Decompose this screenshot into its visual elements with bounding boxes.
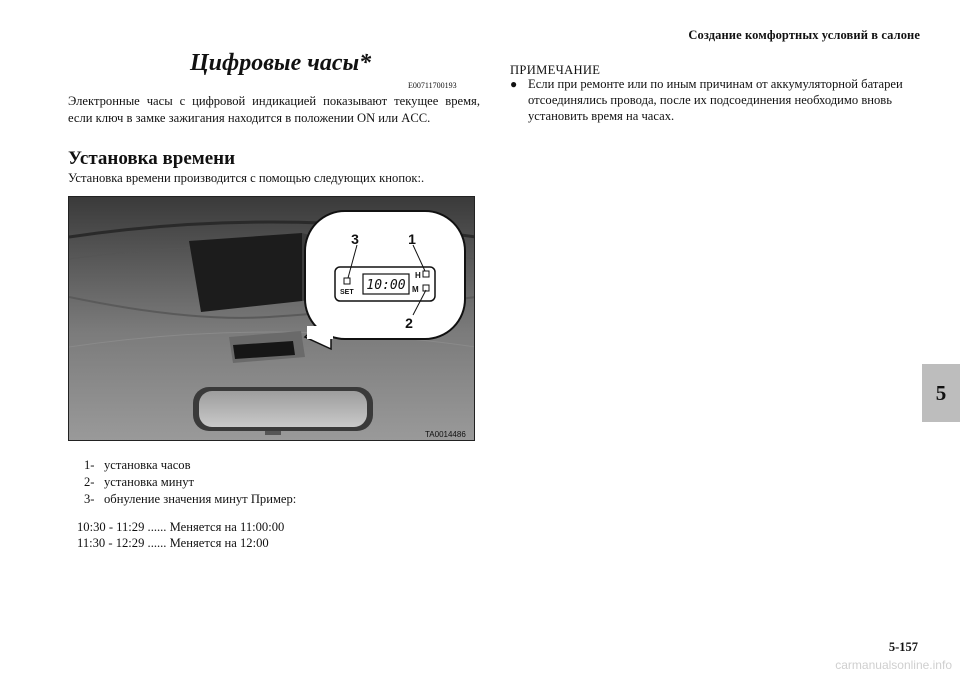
- callout-2: 2: [405, 315, 413, 331]
- set-label: SET: [340, 289, 354, 296]
- subsection-title: Установка времени: [68, 148, 236, 169]
- legend-number: 2-: [84, 475, 95, 489]
- note-text: Если при ремонте или по иным причинам от аккумуляторной батареи отсоединялись провода, после их подсоединения необходимо вновь установить время на часах.: [528, 77, 903, 123]
- chapter-tab: 5: [922, 364, 960, 422]
- running-header: Создание комфортных условий в салоне: [688, 28, 920, 42]
- legend-item: [84, 457, 296, 474]
- bullet-icon: ●: [510, 77, 518, 91]
- legend-item: [84, 474, 296, 491]
- subsection-intro: Установка времени производится с помощью следующих кнопок:.: [68, 171, 425, 185]
- section-title: Цифровые часы*: [190, 50, 372, 76]
- clock-illustration: [68, 196, 475, 441]
- example-line: 10:30 - 11:29 ...... Меняется на 11:00:00: [77, 520, 285, 534]
- legend-item: [84, 491, 296, 508]
- m-label: M: [412, 285, 419, 294]
- legend-list: [84, 457, 296, 508]
- note-title: ПРИМЕЧАНИЕ: [510, 63, 601, 77]
- intro-paragraph: Электронные часы с цифровой индикацией показывают текущее время, если ключ в замке зажигания находится в положении ON или ACC.: [68, 94, 480, 125]
- section-code: E00711700193: [408, 81, 457, 90]
- page-number: 5-157: [888, 640, 918, 654]
- h-label: H: [415, 271, 421, 280]
- legend-number: 1-: [84, 458, 95, 472]
- rear-view-mirror: [193, 387, 373, 435]
- legend-text: обнуление значения минут Пример:: [104, 492, 297, 506]
- note-body: [510, 76, 910, 124]
- legend-text: установка часов: [104, 458, 191, 472]
- callout-3: 3: [351, 231, 359, 247]
- examples-block: [77, 519, 284, 551]
- clock-display-time: 10:00: [366, 278, 406, 293]
- figure-code: TA0014486: [425, 430, 466, 439]
- legend-text: установка минут: [104, 475, 195, 489]
- watermark: carmanualsonline.info: [835, 658, 952, 672]
- set-button: [344, 278, 350, 284]
- sun-visor-panel: [189, 233, 317, 312]
- example-line: 11:30 - 12:29 ...... Меняется на 12:00: [77, 536, 269, 550]
- callout-1: 1: [408, 231, 416, 247]
- hour-button: [423, 271, 429, 277]
- legend-number: 3-: [84, 492, 95, 506]
